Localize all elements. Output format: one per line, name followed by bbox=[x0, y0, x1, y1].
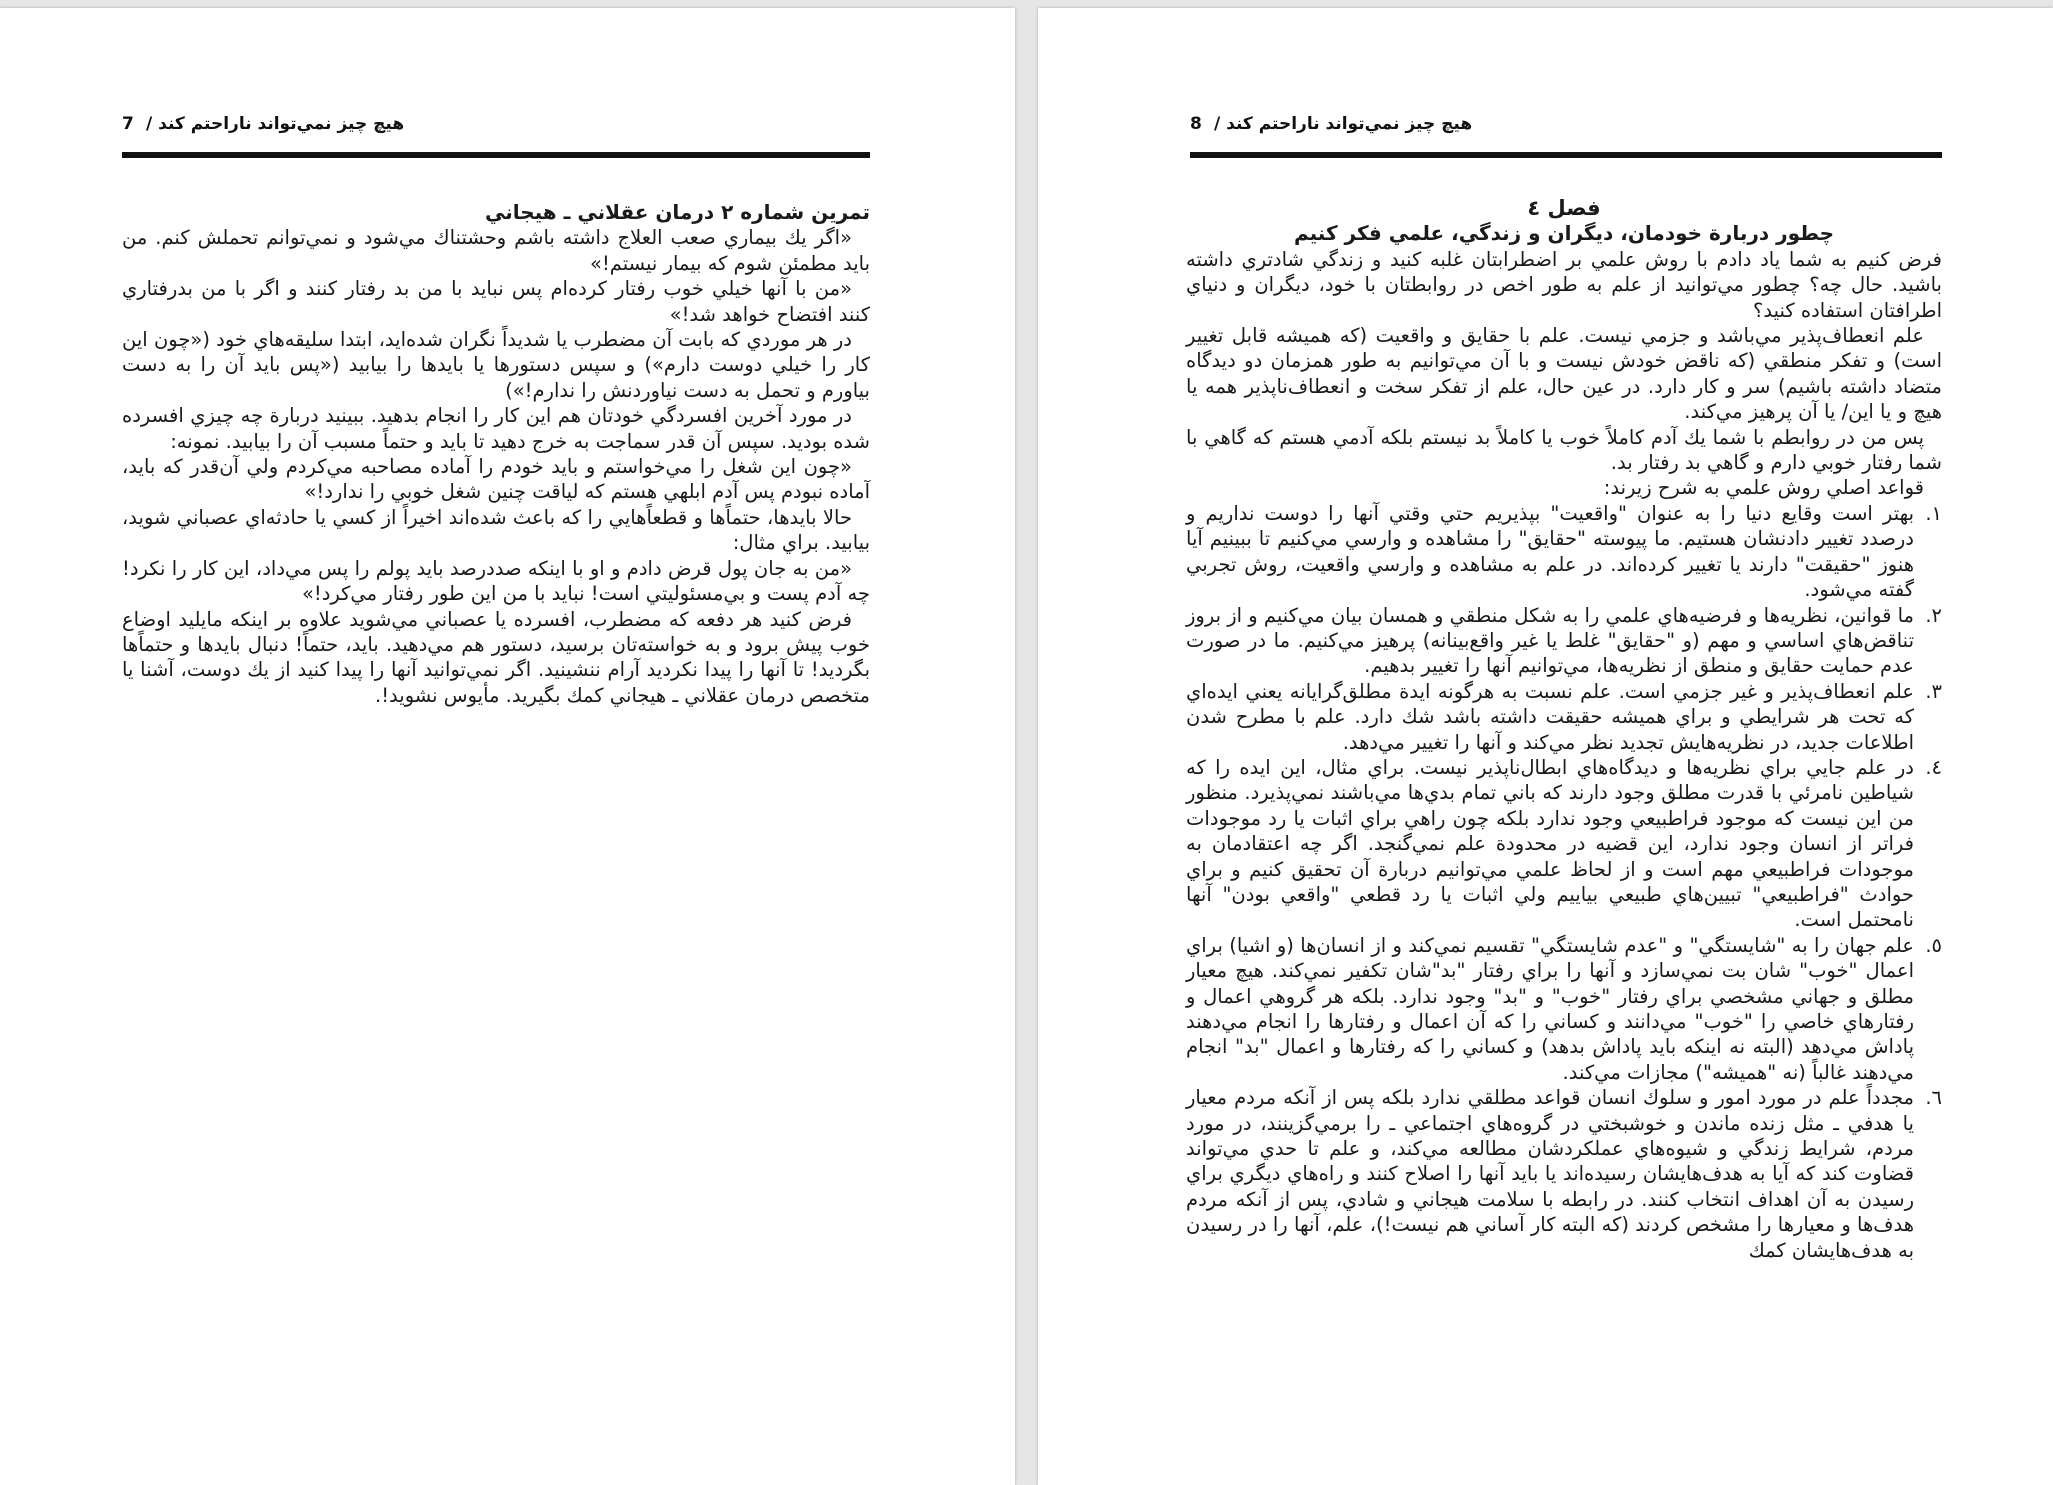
left-page bbox=[0, 8, 1015, 1485]
paragraph: علم انعطاف‌پذير مي‌باشد و جزمي نيست. علم با حقايق و واقعيت (كه هميشه قابل تغيير است) و تفكر منطقي (كه ناقض خودش نيست و با آن مي‌توانيم به طور همزمان دو ديدگاه متضاد داشته باشيم) سر و كار دارد. در عين حال، علم از تفكر سخت و انعطاف‌ناپذير همه يا هيچ و يا اين/ يا آن پرهيز مي‌كند. bbox=[1186, 324, 1942, 424]
chapter-title: فصل ٤ bbox=[1527, 196, 1601, 220]
left-page-running-title: هيچ چيز نمي‌تواند ناراحتم كند / bbox=[146, 114, 405, 134]
right-page-running-title: هيچ چيز نمي‌تواند ناراحتم كند / bbox=[1214, 114, 1473, 134]
paragraph: «اگر يك بيماري صعب العلاج داشته باشم وحشتناك مي‌شود و نمي‌توانم تحملش كنم. من بايد مطمئن شوم كه بيمار نيستم!» bbox=[122, 226, 870, 275]
list-item-number: ٤. bbox=[1925, 755, 1942, 779]
left-page-number: 7 bbox=[122, 114, 134, 134]
paragraph: «من به جان پول قرض دادم و او با اينكه صددرصد بايد پولم را پس مي‌داد، اين كار را نكرد! چه آدم پست و بي‌مسئوليتي است! نبايد با من اين طور رفتار مي‌كرد!» bbox=[122, 556, 870, 606]
list-item bbox=[1186, 603, 1942, 679]
right-page-number: 8 bbox=[1190, 114, 1202, 134]
list-item-number: ١. bbox=[1925, 501, 1942, 525]
list-item-number: ٣. bbox=[1925, 679, 1942, 703]
list-item-text: ما قوانين، نظريه‌ها و فرضيه‌هاي علمي را به شكل منطقي و همسان بيان مي‌كنيم و از بروز تناقض‌هاي اساسي و مهم (و "حقايق" غلط يا غير واقع‌بينانه) پرهيز مي‌كنيم. ما در صورت عدم حمايت حقايق و منطق از نظريه‌ها، مي‌توانيم آنها را تغيير بدهيم. bbox=[1186, 603, 1914, 678]
list-item-number: ٢. bbox=[1925, 603, 1942, 627]
list-item bbox=[1186, 501, 1942, 603]
list-item-text: علم جهان را به "شايستگي" و "عدم شايستگي" تقسيم نمي‌كند و از انسان‌ها (و اشيا) براي اعمال "خوب" شان بت نمي‌سازد و آنها را براي رفتار "بد"شان تكفير نمي‌كند. هيچ معيار مطلق و جهاني مشخصي براي رفتار "خوب" و "بد" وجود ندارد. بلكه هر گروهي اعمال و رفتارهاي خاصي را "خوب" مي‌دانند و كساني را كه آن اعمال و رفتارها را انجام مي‌دهند پاداش مي‌دهد (البته نه اينكه بايد پاداش بدهد) و كساني را كه رفتارها و اعمال "بد" انجام مي‌دهند غالباً (نه "هميشه") مجازات مي‌كند. bbox=[1186, 933, 1914, 1084]
right-page bbox=[1038, 8, 2053, 1485]
list-item bbox=[1186, 679, 1942, 755]
paragraph: فرض كنيد هر دفعه كه مضطرب، افسرده يا عصباني مي‌شويد علاوه بر اينكه مايليد اوضاع خوب پيش برود و به خواسته‌تان برسيد، دستور هم مي‌دهيد. بايد، حتماً! دنبال بايدها و حتماًها بگرديد! تا آنها را پيدا نكرديد آرام ننشينيد. اگر نمي‌توانيد آنها را پيدا كنيد از يك دوست، آشنا يا متخصص درمان عقلاني ـ هيجاني كمك بگيريد. مأيوس نشويد!. bbox=[122, 607, 870, 707]
list-item-text: علم انعطاف‌پذير و غير جزمي است. علم نسبت به هرگونه ايدة مطلق‌گرايانه يعني ايده‌اي كه تحت هر شرايطي و براي هميشه حقيقت داشته باشد شك دارد. علم با مطرح شدن اطلاعات جديد، در نظريه‌هايش تجديد نظر مي‌كند و آنها را تغيير مي‌دهد. bbox=[1186, 679, 1914, 754]
paragraph: «چون اين شغل را مي‌خواستم و بايد خودم را آماده مصاحبه مي‌كردم ولي آن‌قدر كه بايد، آماده نبودم پس آدم ابلهي هستم كه لياقت چنين شغل خوبي را ندارد!» bbox=[122, 455, 870, 504]
right-page-body bbox=[1186, 196, 1942, 1263]
list-item bbox=[1186, 933, 1942, 1085]
right-header-rule bbox=[1190, 152, 1942, 158]
exercise-title: تمرين شماره ٢ درمان عقلاني ـ هيجاني bbox=[484, 200, 870, 224]
list-item-text: در علم جايي براي نظريه‌ها و ديدگاه‌هاي ابطال‌ناپذير نيست. براي مثال، اين ايده را كه شياطين نامرئي با قدرت مطلق وجود دارند كه باني تمام بدي‌ها مي‌باشند نمي‌پذيرد. منظور من اين نيست كه موجود فراطبيعي وجود ندارد بلكه چون راهي براي اثبات يا رد موجودات فراتر از انسان وجود ندارد، اين قضيه در محدودة علم نمي‌گنجد. اگر چه اعتقادمان به موجودات فراطبيعي مهم است و از لحاظ علمي مي‌توانيم دربارة آن تحقيق كنيم و براي حوادث "فراطبيعي" تبيين‌هاي طبيعي بياييم ولي اثبات يا رد قطعي "واقعي بودن" آنها نامحتمل است. bbox=[1186, 755, 1914, 932]
left-header-rule bbox=[122, 152, 870, 158]
list-item bbox=[1186, 755, 1942, 933]
list-item-text: مجدداً علم در مورد امور و سلوك انسان قواعد مطلقي ندارد بلكه پس از آنكه مردم معيار يا هدفي ـ مثل زنده ماندن و خوشبختي در گروه‌هاي اجتماعي ـ را برمي‌گزينند، در مورد مردم، شرايط زندگي و شيوه‌هاي عملكردشان مطالعه مي‌كند، و علم تا حدي مي‌تواند قضاوت كند كه آيا به هدف‌هايشان رسيده‌اند يا بايد آنها را اصلاح كنند و راه‌هاي ديگري براي رسيدن به آن اهداف انتخاب كنند. در رابطه با سلامت هيجاني و شادي، پس از آنكه مردم هدف‌ها و معيارها را مشخص كردند (كه البته كار آساني هم نيست!)، علم، آنها را در رسيدن به هدف‌هايشان كمك bbox=[1186, 1086, 1914, 1262]
paragraph: حالا بايدها، حتماًها و قطعاًهايي را كه باعث شده‌اند اخيراً از كسي يا حادثه‌اي عصباني شويد، بيابيد. براي مثال: bbox=[122, 505, 870, 555]
list-item-number: ٦. bbox=[1925, 1086, 1942, 1110]
list-item-number: ٥. bbox=[1925, 933, 1942, 957]
chapter-subtitle: چطور دربارة خودمان، ديگران و زندگي، علمي فكر كنيم bbox=[1293, 221, 1835, 246]
list-item-text: بهتر است وقايع دنيا را به عنوان "واقعيت" بپذيريم حتي وقتي آنها را دوست نداريم و درصدد تغيير دادنشان هستيم. ما پيوسته "حقايق" را مشاهده و وارسي مي‌كنيم تا ببينيم آيا هنوز "حقيقت" دارند يا تغيير كرده‌اند. در علم به مشاهده و وارسي واقعيت، روش تجربي گفته مي‌شود. bbox=[1186, 501, 1914, 602]
right-page-header bbox=[1190, 108, 1942, 140]
left-page-header bbox=[122, 108, 870, 140]
paragraph: در هر موردي كه بابت آن مضطرب يا شديداً نگران شده‌ايد، ابتدا سليقه‌هاي خود («چون اين كار را خيلي دوست دارم») و سپس دستورها يا بايدها را بيابيد («پس بايد آن را به دست بياورم و تحمل به دست نياوردنش را ندارم!») bbox=[122, 328, 870, 402]
paragraph: قواعد اصلي روش علمي به شرح زيرند: bbox=[1603, 476, 1924, 500]
paragraph: پس من در روابطم با شما يك آدم كاملاً خوب يا كاملاً بد نيستم بلكه آدمي هستم كه گاهي با شما رفتار خوبي دارم و گاهي بد رفتار بد. bbox=[1186, 425, 1942, 475]
rules-list bbox=[1186, 501, 1942, 1263]
paragraph: فرض كنيم به شما ياد دادم با روش علمي بر اضطرابتان غلبه كنيد و زندگي شادتري داشته باشيد. حال چه؟ چطور مي‌توانيد از علم به طور اخص در روابطتان با خود، ديگران و دنياي اطرافتان استفاده كنيد؟ bbox=[1186, 247, 1942, 322]
paragraph: در مورد آخرين افسردگي خودتان هم اين كار را انجام بدهيد. ببينيد دربارة چه چيزي افسرده شده بوديد. سپس آن قدر سماجت به خرج دهيد تا بايد و حتماً مسبب آن را بيابيد. نمونه: bbox=[122, 404, 870, 453]
left-page-body bbox=[122, 200, 870, 708]
paragraph: «من با آنها خيلي خوب رفتار كرده‌ام پس نبايد با من بد رفتار كنند و اگر با من بدرفتاري كنند افتضاح خواهد شد!» bbox=[122, 277, 870, 326]
list-item bbox=[1186, 1085, 1942, 1263]
